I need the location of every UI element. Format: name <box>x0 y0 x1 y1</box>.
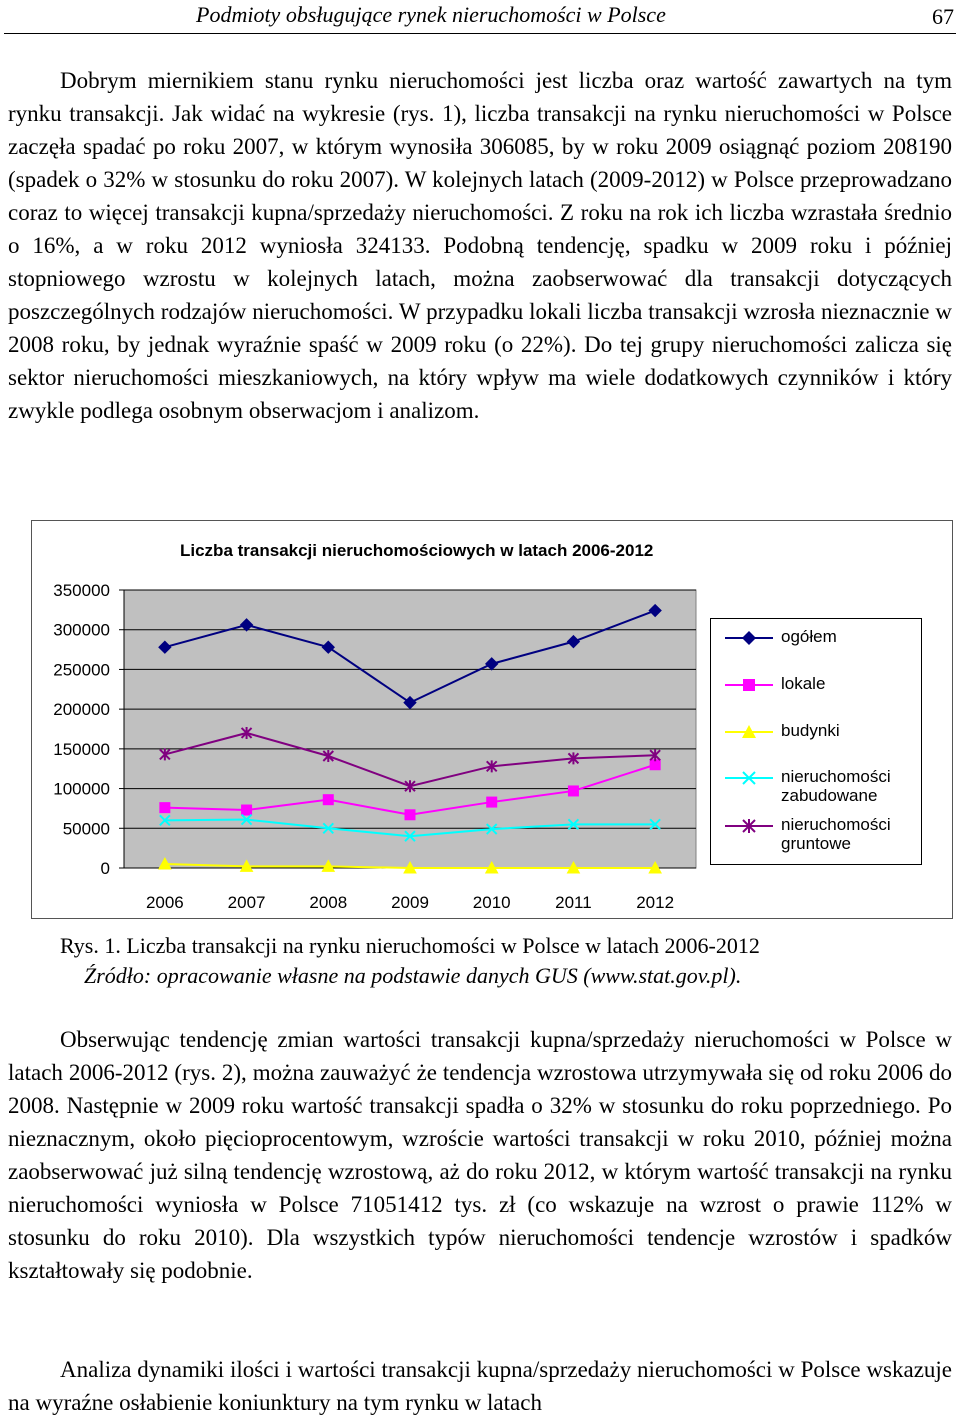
plot-area <box>124 590 696 868</box>
data-point <box>487 797 497 807</box>
chart-legend <box>710 618 922 865</box>
legend-symbol <box>721 674 777 696</box>
y-tick-label: 0 <box>100 859 110 878</box>
legend-item <box>721 721 921 761</box>
x-tick-label: 2006 <box>145 893 184 912</box>
legend-symbol <box>721 627 777 649</box>
running-title: Podmioty obsługujące rynek nieruchomości w Polsce <box>196 2 666 27</box>
legend-label: nieruchomości zabudowane <box>781 767 891 805</box>
paragraph-1: Dobrym miernikiem stanu rynku nieruchomości jest liczba oraz wartość zawartych na tym rynku transakcji. Jak widać na wykresie (rys. 1), liczba transakcji na rynku nieruchomości w Polsce zaczęła spadać po roku 2007, w którym wynosiła 306085, by w roku 2009 osiągnąć poziom 208190 (spadek o 32% w stosunku do roku 2007). W kolejnych latach (2009-2012) w Polsce przeprowadzano coraz to więcej transakcji kupna/sprzedaży nieruchomości. Z roku na rok ich liczba wzrastała średnio o 16%, a w roku 2012 wyniosła 324133. Podobną tendencję, spadku w 2009 roku i później stopniowego wzrostu w kolejnych latach, można zaobserwować dla transakcji dotyczących poszczególnych rodzajów nieruchomości. W przypadku lokali liczba transakcji wzrosła nieznacznie w 2008 roku, by jednak wyraźnie spaść w 2009 roku (o 22%). Do tej grupy nieruchomości zalicza się sektor nieruchomości mieszkaniowych, na który wpływ ma wiele dodatkowych czynników i który zwykle podlega osobnym obserwacjom i analizom. <box>8 68 952 423</box>
x-tick-label: 2010 <box>472 893 511 912</box>
legend-label: ogółem <box>781 627 837 646</box>
paragraph-3: Analiza dynamiki ilości i wartości transakcji kupna/sprzedaży nieruchomości w Polsce wskazuje na wyraźne osłabienie koniunktury na tym rynku w latach <box>8 1357 952 1415</box>
figure-source: Źródło: opracowanie własne na podstawie danych GUS (www.stat.gov.pl). <box>84 963 742 988</box>
y-tick-label: 100000 <box>53 779 110 799</box>
chart-frame <box>31 520 953 919</box>
chart-title: Liczba transakcji nieruchomościowych w latach 2006-2012 <box>180 541 654 560</box>
x-tick-label: 2008 <box>309 893 348 912</box>
legend-symbol <box>721 815 777 837</box>
x-tick-label: 2011 <box>555 893 592 912</box>
data-point <box>242 805 252 815</box>
paragraph-2: Obserwując tendencję zmian wartości transakcji kupna/sprzedaży nieruchomości w Polsce w latach 2006-2012 (rys. 2), można zauważyć że tendencja wzrostowa utrzymywała się od roku 2006 do 2008. Następnie w 2009 roku wartość transakcji spadła o 32% w stosunku do roku poprzedniego. Po nieznacznym, około pięcioprocentowym, wzroście wartości transakcji w roku 2010, później można zaobserwować już silną tendencję wzrostową, aż do roku 2012, w którym wartość transakcji na rynku nieruchomości wyniosła w Polsce 71051412 tys. zł (co wskazuje na wzrost o prawie 112% w stosunku do roku 2010). Dla wszystkich typów nieruchomości tendencje wzrostów i spadków kształtowały się podobnie. <box>8 1027 952 1283</box>
legend-symbol <box>721 767 777 789</box>
y-tick-label: 350000 <box>53 581 110 600</box>
legend-item <box>721 627 921 667</box>
y-tick-label: 300000 <box>53 620 110 640</box>
page-number: 67 <box>932 4 954 29</box>
legend-item <box>721 767 921 807</box>
data-point <box>650 760 660 770</box>
y-tick-label: 250000 <box>53 660 110 680</box>
data-point <box>568 786 578 796</box>
y-tick-label: 150000 <box>53 739 110 759</box>
header-rule <box>4 33 956 34</box>
x-tick-label: 2012 <box>636 893 675 912</box>
y-tick-label: 200000 <box>53 700 110 720</box>
legend-label: lokale <box>781 674 826 693</box>
legend-symbol <box>721 721 777 743</box>
legend-item <box>721 674 921 714</box>
data-point <box>405 810 415 820</box>
legend-label: nieruchomości gruntowe <box>781 815 891 853</box>
y-tick-label: 50000 <box>62 819 110 839</box>
legend-label: budynki <box>781 721 840 740</box>
data-point <box>323 795 333 805</box>
x-tick-label: 2009 <box>391 893 429 912</box>
running-header <box>0 0 960 38</box>
x-tick-label: 2007 <box>227 893 266 912</box>
data-point <box>160 803 170 813</box>
legend-item <box>721 815 921 855</box>
figure-caption: Rys. 1. Liczba transakcji na rynku nieruchomości w Polsce w latach 2006-2012 <box>60 933 760 958</box>
